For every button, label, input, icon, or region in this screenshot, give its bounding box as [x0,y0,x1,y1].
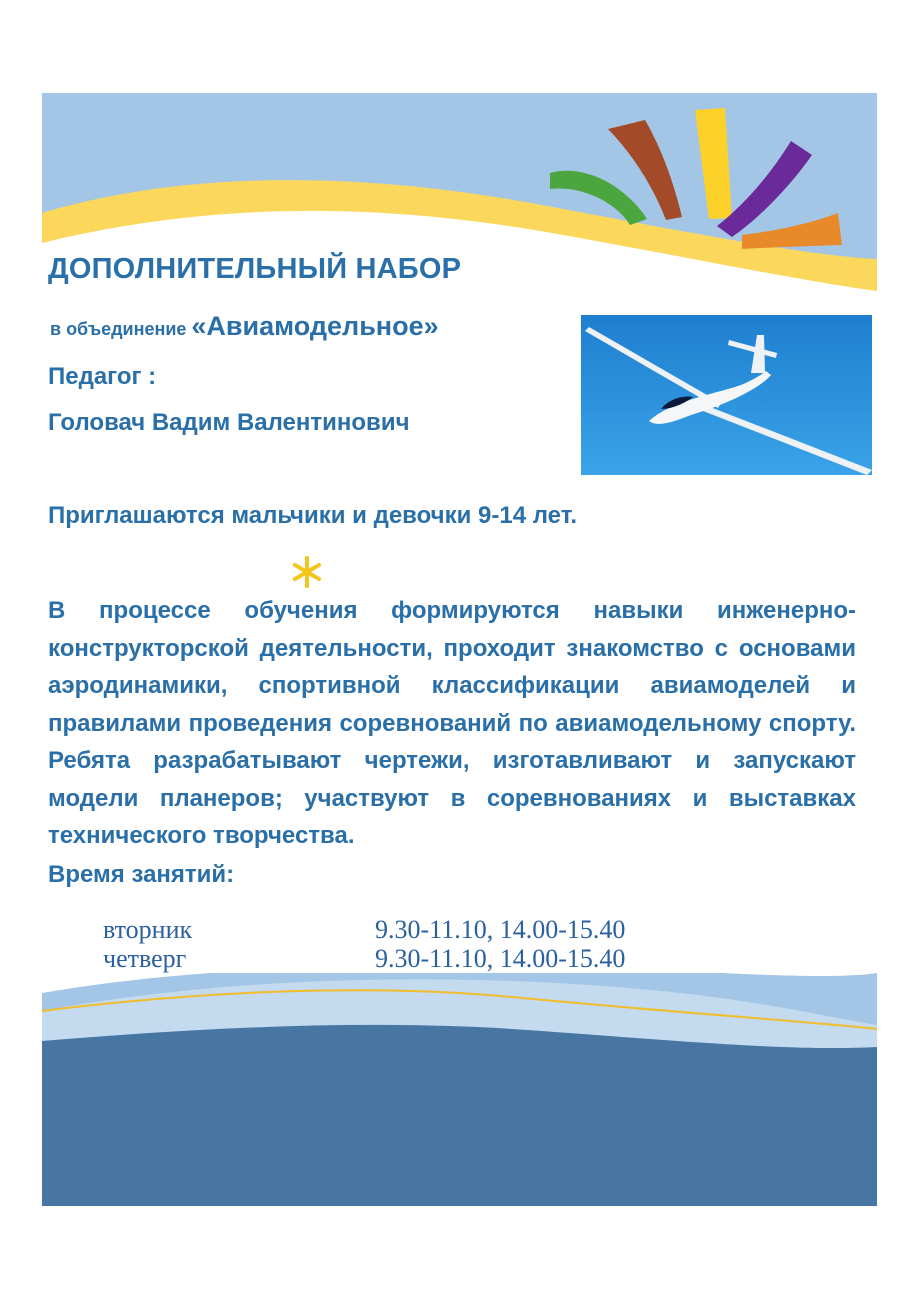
description-paragraph: В процессе обучения формируются навыки инженерно-конструкторской деятельности, проходит знакомство с основами аэродинамики, спортивной классификации авиамоделей и правилами проведения соревнований по авиамодельному спорту. Ребята разрабатывают чертежи, изготавливают и запускают модели планеров; участвуют в соревнованиях и выставках технического творчества. [48,597,856,849]
association-name: «Авиамодельное» [191,311,439,341]
association-line [50,311,439,342]
association-prefix: в объединение [50,319,192,339]
schedule-time: 9.30-11.10, 14.00-15.40 [375,915,626,944]
page-title: ДОПОЛНИТЕЛЬНЫЙ НАБОР [48,253,462,285]
teacher-name: Головач Вадим Валентинович [48,409,410,436]
invitation-text: Приглашаются мальчики и девочки 9-14 лет. [48,502,578,529]
glider-photo [581,315,872,475]
footer-decoration [42,973,877,1206]
schedule-label: Время занятий: [48,861,235,888]
schedule-time: 9.30-11.10, 14.00-15.40 [375,944,626,973]
poster [42,93,877,1206]
teacher-label: Педагог : [48,363,157,390]
asterisk-star-icon [290,555,324,589]
schedule-day: вторник [103,915,193,944]
schedule-day: четверг [103,944,187,973]
